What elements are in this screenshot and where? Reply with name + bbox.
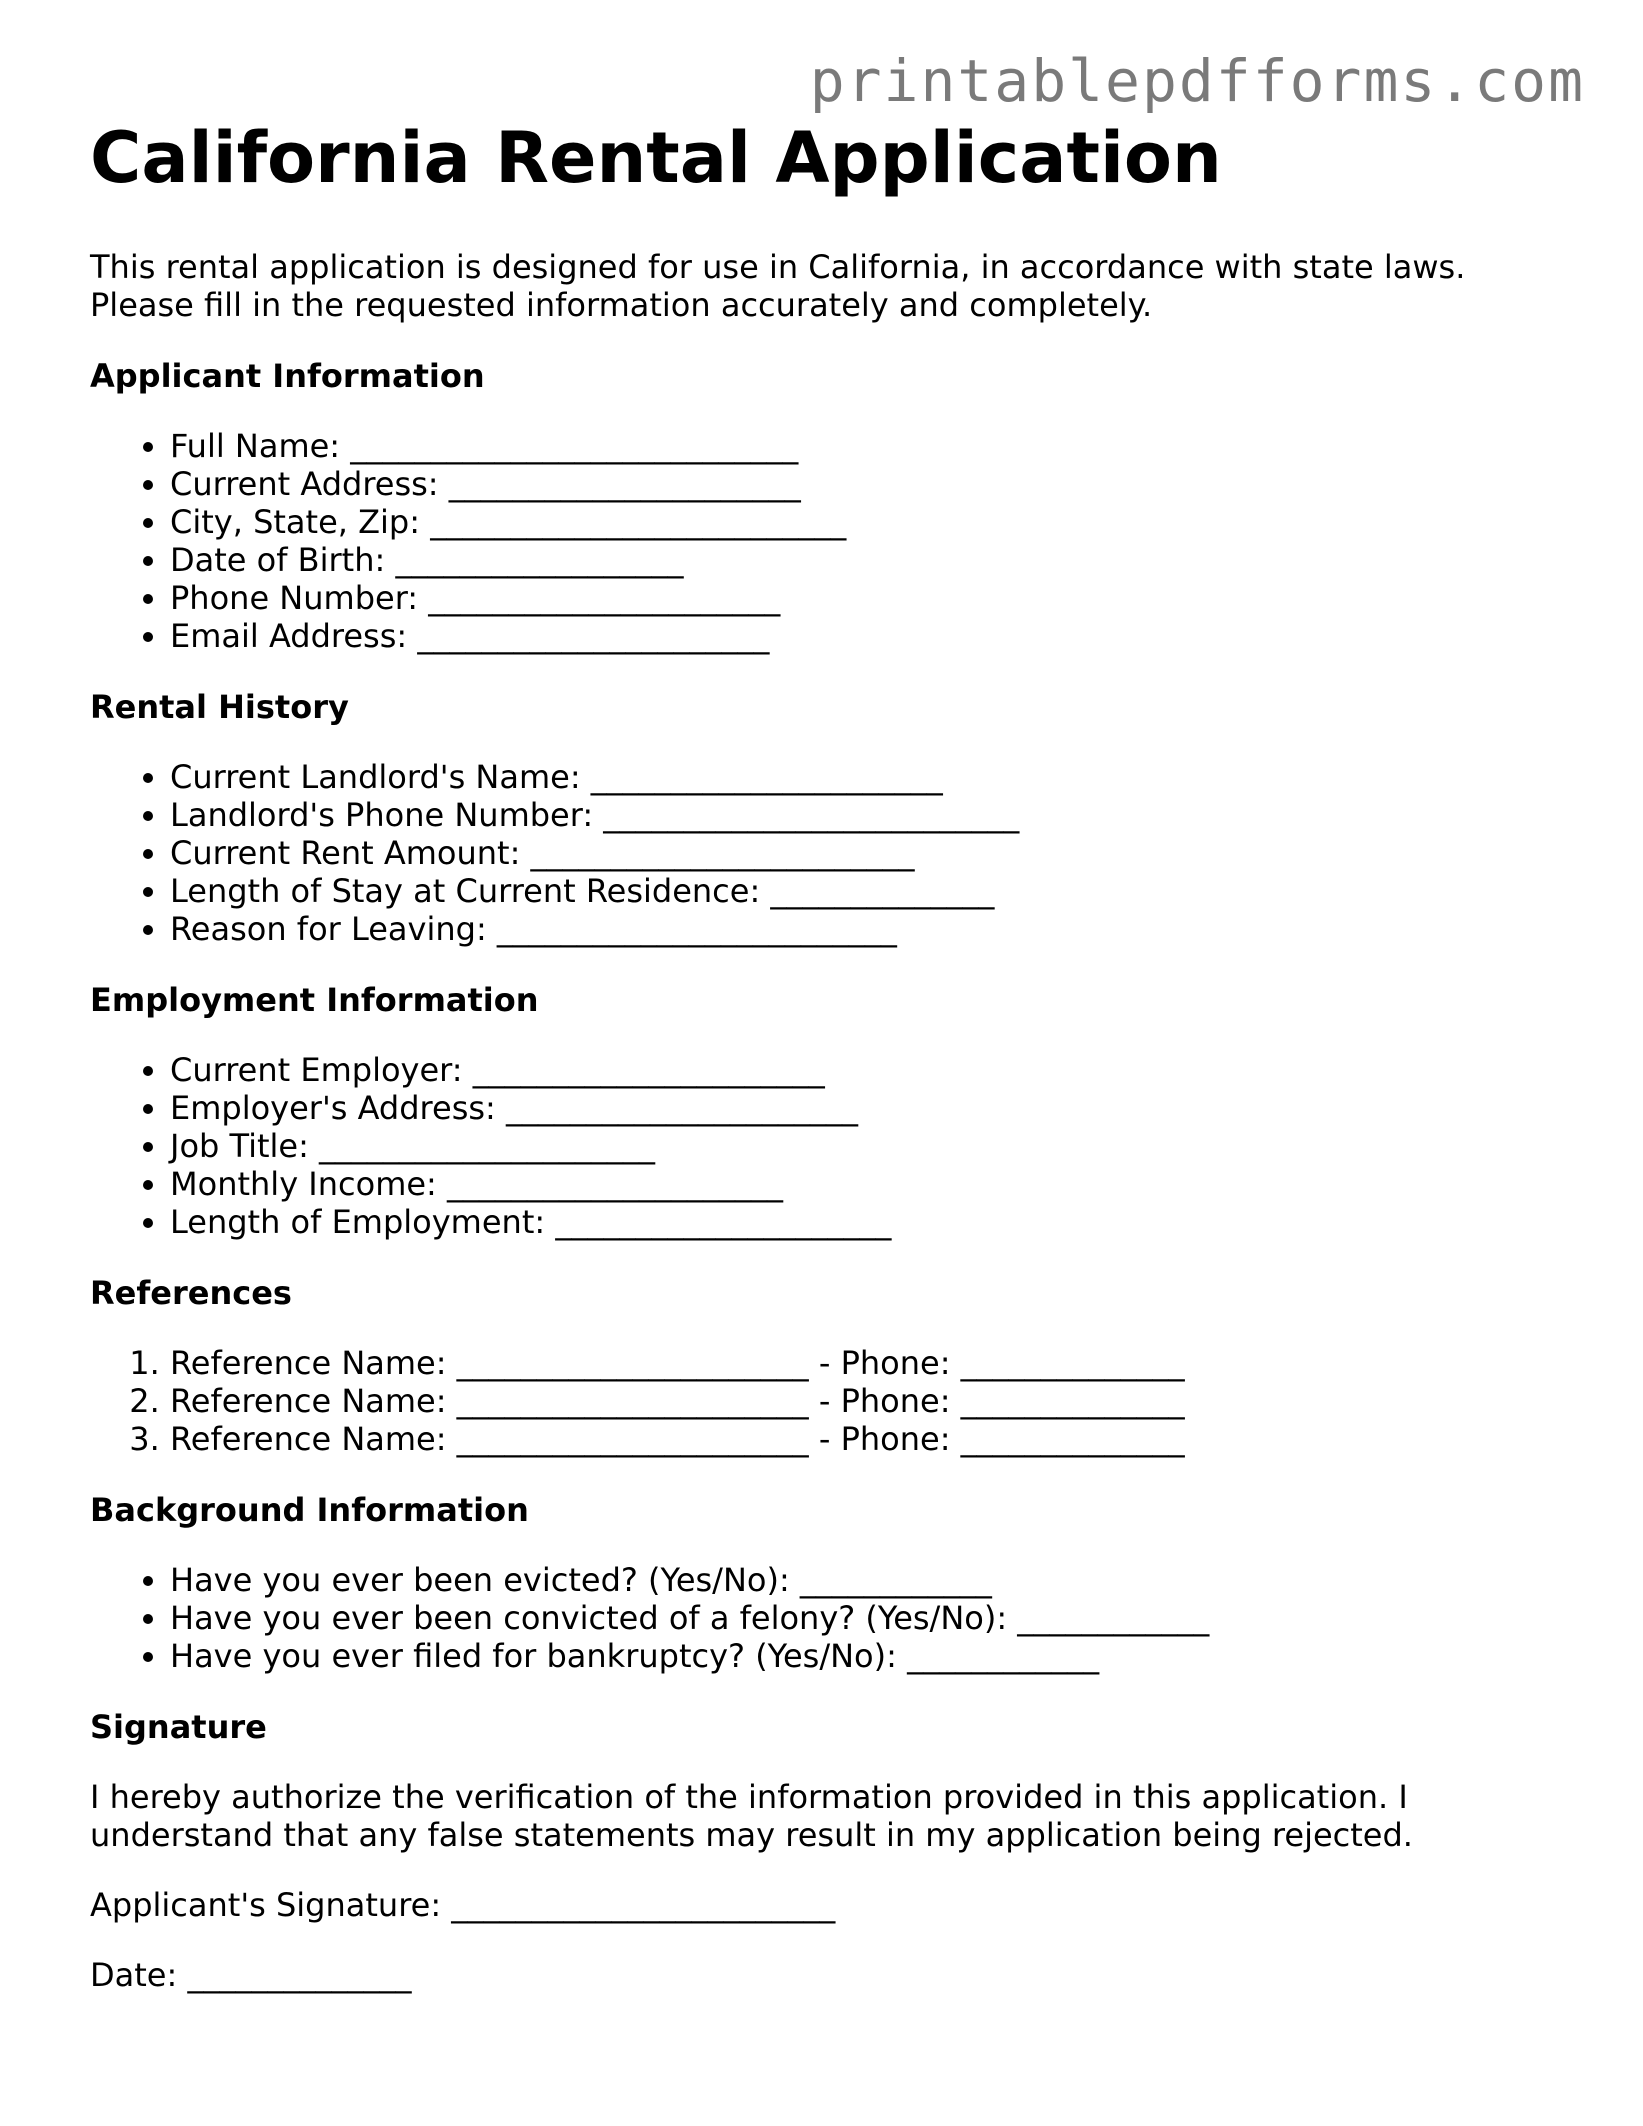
field-current-address[interactable]: • Current Address: ______________________ <box>170 465 1560 503</box>
document-page <box>90 110 1560 1994</box>
field-reference-3[interactable]: 3. Reference Name: ______________________ - Phone: ______________ <box>170 1420 1560 1458</box>
field-landlord-phone[interactable]: • Landlord's Phone Number: __________________________ <box>170 796 1560 834</box>
field-current-rent[interactable]: • Current Rent Amount: ________________________ <box>170 834 1560 872</box>
section-heading-applicant: Applicant Information <box>90 357 485 395</box>
section-heading-signature: Signature <box>90 1708 267 1746</box>
field-applicant-signature[interactable]: Applicant's Signature: ________________________ <box>90 1886 836 1924</box>
authorization-statement: I hereby authorize the verification of the information provided in this application. I understand that any false statements may result in my application being rejected. <box>90 1778 1413 1854</box>
background-list <box>90 1561 1560 1675</box>
intro-text: This rental application is designed for use in California, in accordance with state laws. Please fill in the requested information accurately and completely. <box>90 248 1466 324</box>
field-reference-2[interactable]: 2. Reference Name: ______________________ - Phone: ______________ <box>170 1382 1560 1420</box>
field-current-employer[interactable]: • Current Employer: ______________________ <box>170 1051 1560 1089</box>
references-list <box>90 1344 1560 1458</box>
field-city-state-zip[interactable]: • City, State, Zip: __________________________ <box>170 503 1560 541</box>
section-heading-rental-history: Rental History <box>90 688 349 726</box>
field-bankruptcy[interactable]: • Have you ever filed for bankruptcy? (Yes/No): ____________ <box>170 1637 1560 1675</box>
field-employer-address[interactable]: • Employer's Address: ______________________ <box>170 1089 1560 1127</box>
field-job-title[interactable]: • Job Title: _____________________ <box>170 1127 1560 1165</box>
watermark: printablepdfforms.com <box>809 47 1585 115</box>
field-date[interactable]: Date: ______________ <box>90 1956 412 1994</box>
field-reason-for-leaving[interactable]: • Reason for Leaving: _________________________ <box>170 910 1560 948</box>
field-full-name[interactable]: • Full Name: ____________________________ <box>170 427 1560 465</box>
rental-history-list <box>90 758 1560 948</box>
field-length-of-employment[interactable]: • Length of Employment: _____________________ <box>170 1203 1560 1241</box>
section-heading-employment: Employment Information <box>90 981 539 1019</box>
field-landlord-name[interactable]: • Current Landlord's Name: ______________________ <box>170 758 1560 796</box>
field-reference-1[interactable]: 1. Reference Name: ______________________ - Phone: ______________ <box>170 1344 1560 1382</box>
field-monthly-income[interactable]: • Monthly Income: _____________________ <box>170 1165 1560 1203</box>
field-date-of-birth[interactable]: • Date of Birth: __________________ <box>170 541 1560 579</box>
employment-list <box>90 1051 1560 1241</box>
page-title: California Rental Application <box>90 117 1222 199</box>
field-length-of-stay[interactable]: • Length of Stay at Current Residence: ______________ <box>170 872 1560 910</box>
section-heading-references: References <box>90 1274 292 1312</box>
field-felony[interactable]: • Have you ever been convicted of a felony? (Yes/No): ____________ <box>170 1599 1560 1637</box>
section-heading-background: Background Information <box>90 1491 529 1529</box>
field-email-address[interactable]: • Email Address: ______________________ <box>170 617 1560 655</box>
field-phone-number[interactable]: • Phone Number: ______________________ <box>170 579 1560 617</box>
applicant-list <box>90 427 1560 655</box>
field-evicted[interactable]: • Have you ever been evicted? (Yes/No): ____________ <box>170 1561 1560 1599</box>
